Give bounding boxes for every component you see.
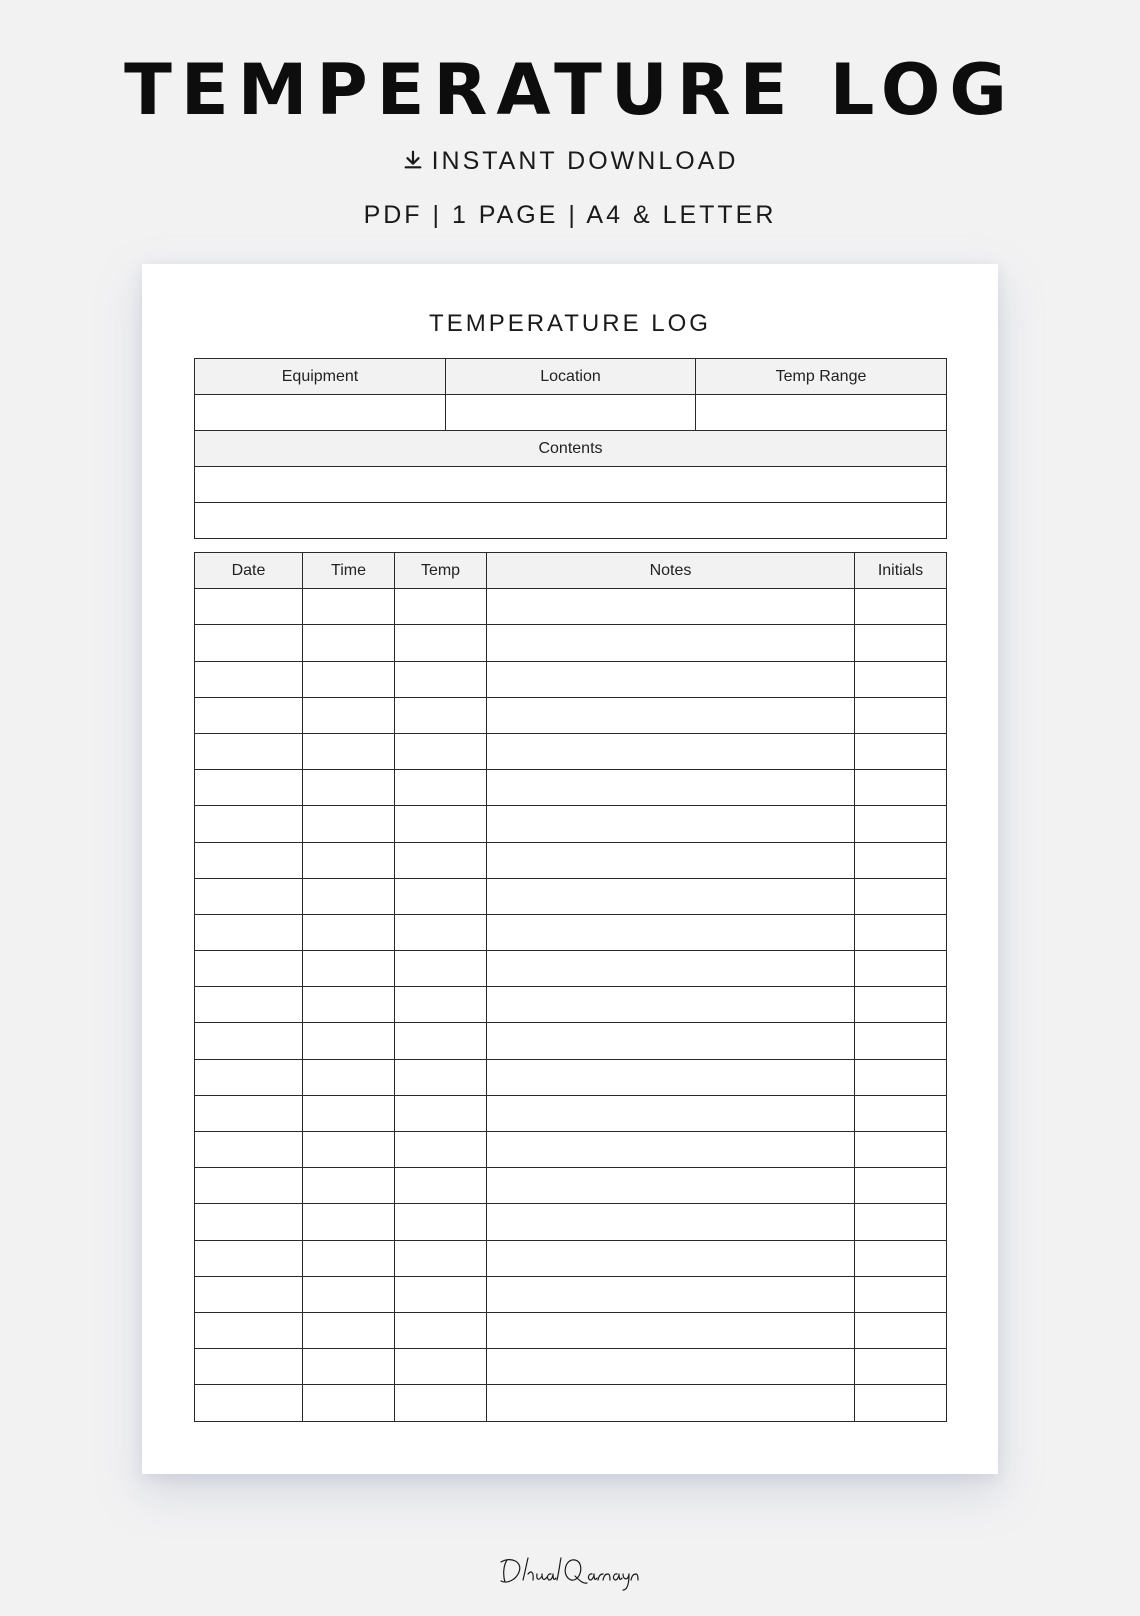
notes-cell[interactable] [487, 697, 855, 733]
initials-cell[interactable] [855, 589, 947, 625]
initials-cell[interactable] [855, 625, 947, 661]
log-row [195, 806, 947, 842]
temp-cell[interactable] [395, 1385, 487, 1421]
initials-header: Initials [855, 553, 947, 589]
time-cell[interactable] [303, 1276, 395, 1312]
initials-cell[interactable] [855, 1168, 947, 1204]
temp-cell[interactable] [395, 733, 487, 769]
temp-header: Temp [395, 553, 487, 589]
date-cell[interactable] [195, 1095, 303, 1131]
log-row [195, 697, 947, 733]
date-cell[interactable] [195, 1349, 303, 1385]
log-row [195, 878, 947, 914]
time-cell[interactable] [303, 987, 395, 1023]
date-cell[interactable] [195, 842, 303, 878]
notes-header: Notes [487, 553, 855, 589]
temp-cell[interactable] [395, 1095, 487, 1131]
date-cell[interactable] [195, 1132, 303, 1168]
time-cell[interactable] [303, 1168, 395, 1204]
contents-header-row [195, 431, 947, 467]
notes-cell[interactable] [487, 878, 855, 914]
date-cell[interactable] [195, 806, 303, 842]
initials-cell[interactable] [855, 842, 947, 878]
date-cell[interactable] [195, 770, 303, 806]
notes-cell[interactable] [487, 1240, 855, 1276]
date-cell[interactable] [195, 951, 303, 987]
contents-field[interactable] [195, 467, 947, 503]
temp-range-field[interactable] [696, 395, 947, 431]
temp-cell[interactable] [395, 625, 487, 661]
initials-cell[interactable] [855, 697, 947, 733]
time-cell[interactable] [303, 1385, 395, 1421]
date-cell[interactable] [195, 1385, 303, 1421]
log-row [195, 1168, 947, 1204]
log-row [195, 589, 947, 625]
info-value-row [195, 395, 947, 431]
temp-cell[interactable] [395, 1349, 487, 1385]
temp-cell[interactable] [395, 914, 487, 950]
temp-cell[interactable] [395, 1312, 487, 1348]
time-cell[interactable] [303, 806, 395, 842]
log-row [195, 661, 947, 697]
temp-cell[interactable] [395, 697, 487, 733]
date-cell[interactable] [195, 1312, 303, 1348]
initials-cell[interactable] [855, 733, 947, 769]
log-row [195, 1385, 947, 1421]
time-cell[interactable] [303, 1023, 395, 1059]
notes-cell[interactable] [487, 770, 855, 806]
temp-cell[interactable] [395, 1240, 487, 1276]
date-cell[interactable] [195, 661, 303, 697]
notes-cell[interactable] [487, 1312, 855, 1348]
temp-cell[interactable] [395, 1023, 487, 1059]
contents-row [195, 467, 947, 503]
temp-cell[interactable] [395, 770, 487, 806]
date-cell[interactable] [195, 1276, 303, 1312]
initials-cell[interactable] [855, 1023, 947, 1059]
temp-cell[interactable] [395, 951, 487, 987]
temp-cell[interactable] [395, 1204, 487, 1240]
notes-cell[interactable] [487, 914, 855, 950]
initials-cell[interactable] [855, 1095, 947, 1131]
log-row [195, 625, 947, 661]
log-row [195, 1312, 947, 1348]
time-cell[interactable] [303, 1312, 395, 1348]
initials-cell[interactable] [855, 1385, 947, 1421]
date-cell[interactable] [195, 589, 303, 625]
banner-title: TEMPERATURE LOG [124, 49, 1016, 131]
signature-mark [495, 1550, 645, 1594]
temp-cell[interactable] [395, 1276, 487, 1312]
notes-cell[interactable] [487, 1276, 855, 1312]
time-cell[interactable] [303, 914, 395, 950]
initials-cell[interactable] [855, 1276, 947, 1312]
location-header: Location [446, 359, 696, 395]
time-cell[interactable] [303, 878, 395, 914]
date-cell[interactable] [195, 697, 303, 733]
log-row [195, 1059, 947, 1095]
notes-cell[interactable] [487, 733, 855, 769]
temp-cell[interactable] [395, 806, 487, 842]
time-cell[interactable] [303, 1240, 395, 1276]
date-cell[interactable] [195, 1204, 303, 1240]
time-cell[interactable] [303, 589, 395, 625]
date-cell[interactable] [195, 878, 303, 914]
info-table [194, 358, 947, 539]
notes-cell[interactable] [487, 987, 855, 1023]
initials-cell[interactable] [855, 770, 947, 806]
log-row [195, 914, 947, 950]
notes-cell[interactable] [487, 1095, 855, 1131]
info-header-row [195, 359, 947, 395]
initials-cell[interactable] [855, 661, 947, 697]
date-header: Date [195, 553, 303, 589]
time-cell[interactable] [303, 1204, 395, 1240]
temp-cell[interactable] [395, 987, 487, 1023]
signature-logo [0, 1550, 1140, 1599]
time-cell[interactable] [303, 661, 395, 697]
equipment-field[interactable] [195, 395, 446, 431]
log-row [195, 1276, 947, 1312]
initials-cell[interactable] [855, 806, 947, 842]
log-table [194, 552, 947, 1422]
initials-cell[interactable] [855, 987, 947, 1023]
log-row [195, 733, 947, 769]
initials-cell[interactable] [855, 951, 947, 987]
notes-cell[interactable] [487, 1168, 855, 1204]
notes-cell[interactable] [487, 806, 855, 842]
time-cell[interactable] [303, 1095, 395, 1131]
temp-cell[interactable] [395, 1132, 487, 1168]
log-row [195, 1132, 947, 1168]
initials-cell[interactable] [855, 1312, 947, 1348]
notes-cell[interactable] [487, 951, 855, 987]
time-cell[interactable] [303, 1132, 395, 1168]
date-cell[interactable] [195, 914, 303, 950]
location-field[interactable] [446, 395, 696, 431]
log-row [195, 842, 947, 878]
sheet-title: TEMPERATURE LOG [429, 310, 711, 337]
banner-subtitle [0, 141, 1140, 181]
log-row [195, 1349, 947, 1385]
notes-cell[interactable] [487, 1059, 855, 1095]
notes-cell[interactable] [487, 1023, 855, 1059]
contents-header: Contents [195, 431, 947, 467]
date-cell[interactable] [195, 1240, 303, 1276]
contents-field[interactable] [195, 503, 947, 539]
notes-cell[interactable] [487, 589, 855, 625]
log-row [195, 770, 947, 806]
notes-cell[interactable] [487, 625, 855, 661]
time-cell[interactable] [303, 733, 395, 769]
log-sheet [142, 264, 998, 1474]
initials-cell[interactable] [855, 1349, 947, 1385]
temp-cell[interactable] [395, 1059, 487, 1095]
time-cell[interactable] [303, 1059, 395, 1095]
notes-cell[interactable] [487, 1349, 855, 1385]
equipment-header: Equipment [195, 359, 446, 395]
time-cell[interactable] [303, 951, 395, 987]
instant-download-label: INSTANT DOWNLOAD [431, 147, 739, 175]
download-icon [402, 149, 424, 171]
temp-cell[interactable] [395, 661, 487, 697]
initials-cell[interactable] [855, 1059, 947, 1095]
initials-cell[interactable] [855, 1204, 947, 1240]
initials-cell[interactable] [855, 1132, 947, 1168]
notes-cell[interactable] [487, 1204, 855, 1240]
notes-cell[interactable] [487, 661, 855, 697]
date-cell[interactable] [195, 1059, 303, 1095]
temp-cell[interactable] [395, 589, 487, 625]
date-cell[interactable] [195, 1168, 303, 1204]
time-cell[interactable] [303, 770, 395, 806]
temp-cell[interactable] [395, 1168, 487, 1204]
log-header-row [195, 553, 947, 589]
temp-range-header: Temp Range [696, 359, 947, 395]
log-row [195, 1023, 947, 1059]
notes-cell[interactable] [487, 842, 855, 878]
log-row [195, 1204, 947, 1240]
time-cell[interactable] [303, 1349, 395, 1385]
temp-cell[interactable] [395, 842, 487, 878]
format-info: PDF | 1 PAGE | A4 & LETTER [363, 201, 777, 229]
initials-cell[interactable] [855, 878, 947, 914]
notes-cell[interactable] [487, 1132, 855, 1168]
log-row [195, 951, 947, 987]
date-cell[interactable] [195, 987, 303, 1023]
log-row [195, 987, 947, 1023]
time-cell[interactable] [303, 625, 395, 661]
date-cell[interactable] [195, 1023, 303, 1059]
initials-cell[interactable] [855, 914, 947, 950]
notes-cell[interactable] [487, 1385, 855, 1421]
log-row [195, 1240, 947, 1276]
date-cell[interactable] [195, 625, 303, 661]
date-cell[interactable] [195, 733, 303, 769]
log-row [195, 1095, 947, 1131]
initials-cell[interactable] [855, 1240, 947, 1276]
time-header: Time [303, 553, 395, 589]
contents-row [195, 503, 947, 539]
temp-cell[interactable] [395, 878, 487, 914]
time-cell[interactable] [303, 842, 395, 878]
time-cell[interactable] [303, 697, 395, 733]
